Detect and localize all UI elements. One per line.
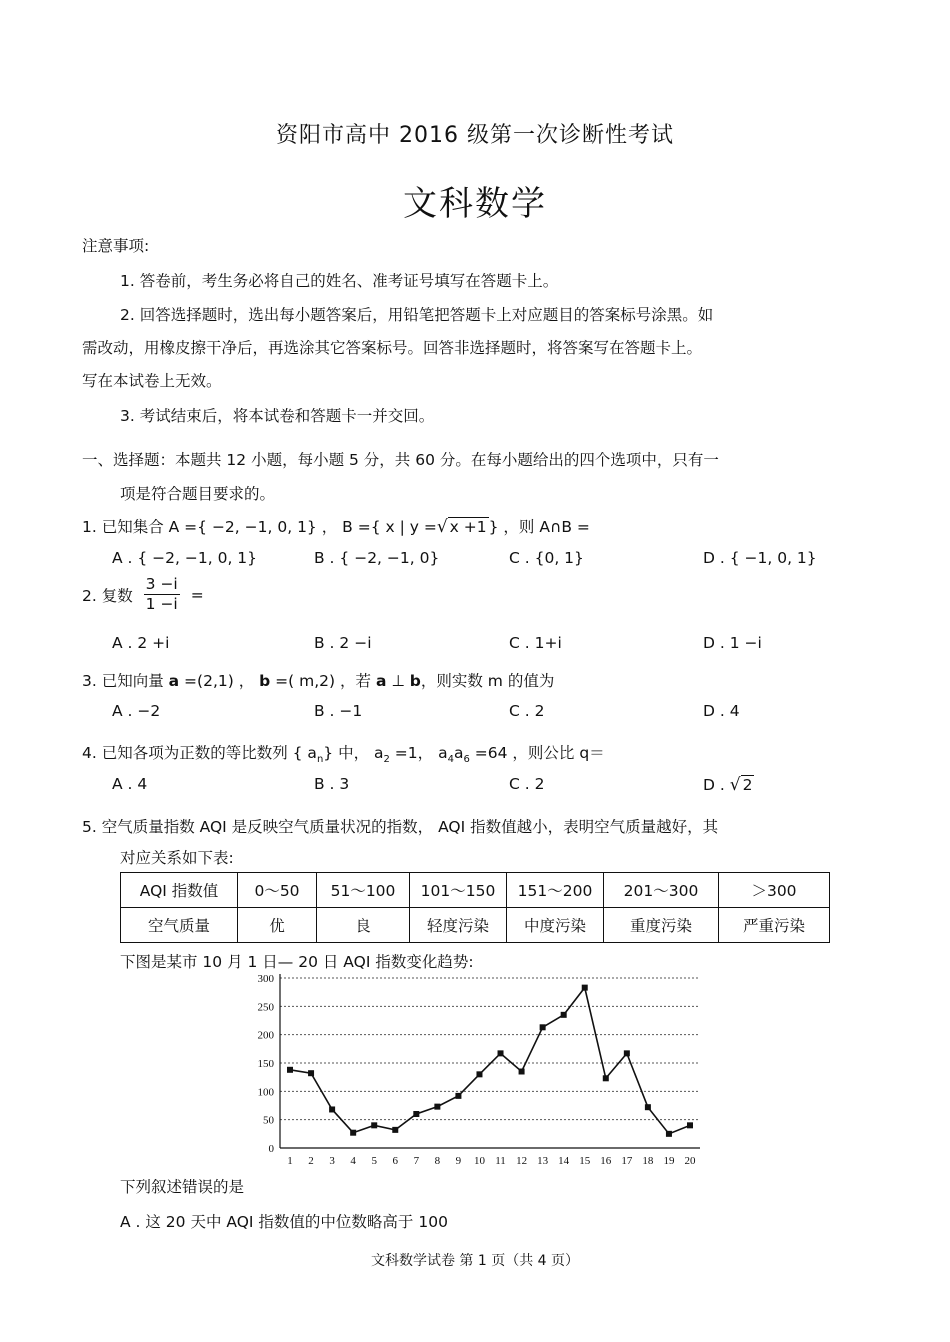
table-cell: 151～200: [507, 873, 604, 908]
data-point: [603, 1075, 609, 1081]
intersection-symbol: ∩: [549, 518, 562, 536]
q1-sqrt: x +1: [449, 518, 487, 536]
table-cell: 空气质量: [121, 908, 238, 943]
notice-item-1: 1. 答卷前，考生务必将自己的姓名、准考证号填写在答题卡上。: [120, 272, 559, 290]
x-tick-label: 2: [308, 1155, 314, 1167]
series-line: [290, 988, 690, 1134]
q1-option-a: A . { −2, −1, 0, 1}: [112, 549, 258, 567]
q2-fraction: [144, 575, 180, 615]
x-tick-label: 7: [413, 1155, 420, 1167]
y-tick-label: 250: [257, 1001, 274, 1014]
q3-option-c: C . 2: [509, 702, 545, 720]
data-point: [455, 1093, 461, 1099]
x-tick-label: 18: [642, 1155, 654, 1167]
data-point: [624, 1050, 630, 1056]
x-tick-label: 8: [434, 1155, 441, 1167]
q1-option-c: C . {0, 1}: [509, 549, 584, 567]
data-point: [540, 1024, 546, 1030]
table-cell: 良: [317, 908, 410, 943]
data-point: [413, 1111, 419, 1117]
x-tick-label: 17: [621, 1155, 633, 1167]
data-point: [476, 1071, 482, 1077]
x-tick-label: 12: [516, 1155, 528, 1167]
data-point: [308, 1070, 314, 1076]
y-tick-label: 100: [257, 1086, 274, 1099]
q2-denominator: 1 −i: [145, 595, 178, 614]
table-cell: 51～100: [317, 873, 410, 908]
y-tick-label: 150: [257, 1058, 274, 1070]
question-4: 4. 已知各项为正数的等比数列 { $a_n$} 中， $a_2 =1$， $a_4a_6 =64$ ，则公比 q＝: [82, 744, 605, 766]
q1-text-a: 1. 已知集合 A ={ −2, −1, 0, 1} ， B ={ x | y =: [82, 518, 437, 536]
table-cell: 优: [238, 908, 317, 943]
data-point: [498, 1050, 504, 1056]
notice-item-3: 3. 考试结束后，将本试卷和答题卡一并交回。: [120, 407, 435, 425]
data-point: [561, 1012, 567, 1018]
table-cell: 重度污染: [604, 908, 719, 943]
data-point: [645, 1104, 651, 1110]
data-point: [392, 1127, 398, 1133]
q2-numerator: 3 −i: [144, 575, 180, 595]
x-tick-label: 11: [495, 1155, 506, 1167]
x-tick-label: 20: [684, 1155, 696, 1167]
question-2: [82, 575, 204, 615]
data-point: [329, 1106, 335, 1112]
page-footer: 文科数学试卷 第 1 页（共 4 页）: [370, 1253, 580, 1269]
q2-option-a: A . 2 +i: [112, 634, 170, 652]
table-cell: AQI 指数值: [121, 873, 238, 908]
data-point: [582, 985, 588, 991]
table-cell: 中度污染: [507, 908, 604, 943]
perp-symbol: ⊥: [386, 672, 410, 690]
q1-text-b: } ，则 A: [488, 518, 550, 536]
vector-a: a: [168, 672, 180, 690]
x-tick-label: 3: [329, 1155, 335, 1167]
table-row: [121, 873, 830, 908]
y-tick-label: 0: [268, 1143, 274, 1155]
table-cell: 101～150: [410, 873, 507, 908]
table-row: [121, 908, 830, 943]
data-point: [371, 1122, 377, 1128]
x-tick-label: 19: [663, 1155, 675, 1167]
q3-option-d: D . 4: [703, 702, 740, 720]
question-5: 5. 空气质量指数 AQI 是反映空气质量状况的指数， AQI 指数值越小，表明空气质量越好，其: [82, 818, 719, 836]
x-tick-label: 6: [392, 1155, 399, 1167]
y-tick-label: 50: [263, 1114, 274, 1127]
q4-option-c: C . 2: [509, 775, 545, 793]
q2-option-c: C . 1+i: [509, 634, 562, 652]
x-tick-label: 1: [287, 1155, 293, 1167]
question-5-cont: 对应关系如下表:: [120, 849, 234, 867]
q1-option-d: D . { −1, 0, 1}: [703, 549, 817, 567]
table-cell: 轻度污染: [410, 908, 507, 943]
question-5-prompt: 下列叙述错误的是: [120, 1178, 245, 1196]
q2-option-d: D . 1 −i: [703, 634, 762, 652]
notice-item-2-cont: 需改动，用橡皮擦干净后，再选涂其它答案标号。回答非选择题时，将答案写在答题卡上。: [82, 339, 703, 357]
exam-title: 资阳市高中 2016 级第一次诊断性考试: [276, 123, 674, 148]
q2-text: 2. 复数: [82, 586, 133, 605]
q5-option-a: A . 这 20 天中 AQI 指数值的中位数略高于 100: [120, 1213, 448, 1231]
q3-option-a: A . −2: [112, 702, 161, 720]
q1-text-c: B =: [561, 518, 590, 536]
chart-caption: 下图是某市 10 月 1 日— 20 日 AQI 指数变化趋势:: [120, 953, 474, 971]
x-tick-label: 13: [537, 1155, 549, 1167]
data-point: [287, 1067, 293, 1073]
section-heading-cont: 项是符合题目要求的。: [120, 485, 276, 503]
q2-option-b: B . 2 −i: [314, 634, 372, 652]
y-tick-label: 300: [257, 973, 274, 985]
aqi-line-chart: [240, 968, 710, 1173]
question-1: 1. 已知集合 A ={ −2, −1, 0, 1} ， B ={ x | y =√ x +1 } ，则 A∩B =: [82, 517, 590, 537]
q4-sqrt: 2: [742, 776, 753, 794]
notice-heading: 注意事项:: [82, 237, 150, 255]
table-cell: 严重污染: [719, 908, 830, 943]
x-tick-label: 9: [455, 1155, 462, 1167]
x-tick-label: 15: [579, 1155, 591, 1167]
data-point: [350, 1130, 356, 1136]
x-tick-label: 5: [371, 1155, 377, 1167]
section-heading: 一、选择题：本题共 12 小题，每小题 5 分，共 60 分。在每小题给出的四个选项中，只有一: [82, 451, 719, 469]
x-tick-label: 4: [350, 1155, 356, 1167]
subject-title: 文科数学: [403, 184, 547, 224]
data-point: [666, 1131, 672, 1137]
q2-equals: =: [190, 585, 204, 604]
data-point: [519, 1069, 525, 1075]
data-point: [434, 1104, 440, 1110]
data-point: [687, 1122, 693, 1128]
notice-item-2: 2. 回答选择题时，选出每小题答案后，用铅笔把答题卡上对应题目的答案标号涂黑。如: [120, 306, 714, 324]
notice-item-2-end: 写在本试卷上无效。: [82, 372, 222, 390]
q4-option-d: D . √ 2: [703, 775, 753, 795]
x-tick-label: 10: [473, 1155, 485, 1167]
x-tick-label: 14: [558, 1155, 570, 1167]
aqi-table: [120, 872, 830, 943]
q3-option-b: B . −1: [314, 702, 363, 720]
q4-option-b: B . 3: [314, 775, 350, 793]
q4-option-a: A . 4: [112, 775, 148, 793]
question-3: 3. 已知向量 a =(2,1) ， b =( m,2) ，若 a ⊥ b，则实数 m 的值为: [82, 672, 555, 690]
vector-b: b: [259, 672, 271, 690]
y-tick-label: 200: [257, 1029, 274, 1042]
table-cell: 201～300: [604, 873, 719, 908]
q1-option-b: B . { −2, −1, 0}: [314, 549, 440, 567]
table-cell: 0～50: [238, 873, 317, 908]
table-cell: ＞300: [719, 873, 830, 908]
x-tick-label: 16: [600, 1155, 612, 1167]
